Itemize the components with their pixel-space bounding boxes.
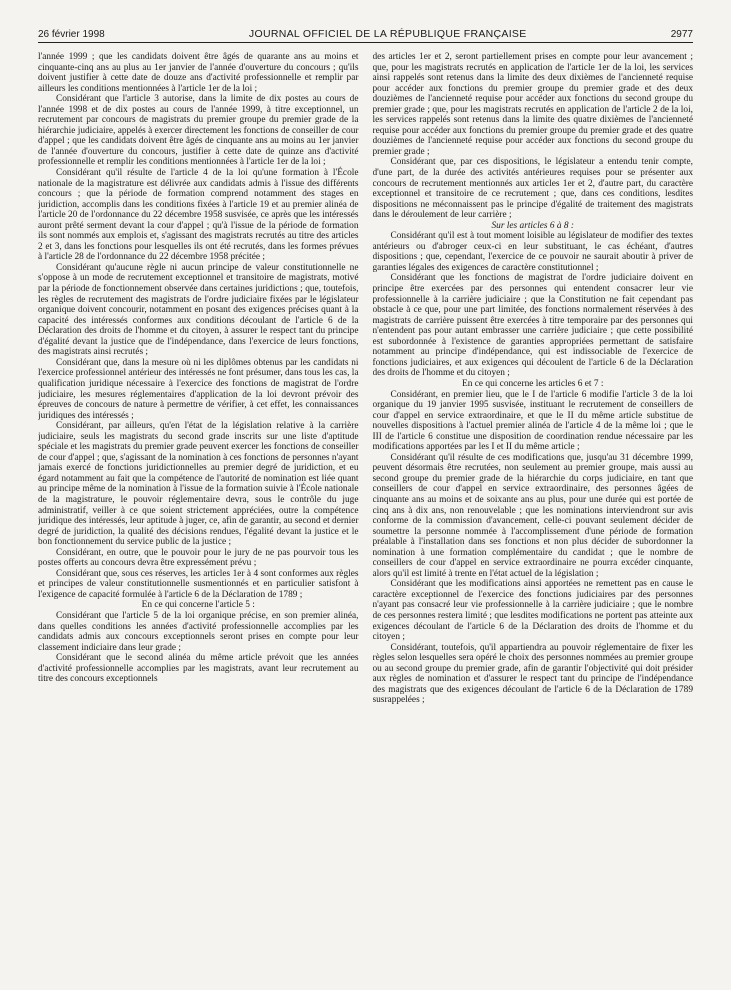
- paragraph: Considérant qu'il est à tout moment loisible au législateur de modifier des textes antérieurs ou d'abroger ceux-ci en leur substituant, le cas échéant, d'autres dispositions ; que, cependant, l'exercice de ce pouvoir ne saurait aboutir à priver de garanties légales des exigences de caractère constitutionnel ;: [372, 231, 693, 273]
- section-heading: En ce qui concerne l'article 5 :: [141, 600, 255, 611]
- page-header: [38, 10, 693, 43]
- paragraph: Considérant que, dans la mesure où ni les diplômes obtenus par les candidats ni l'exercice professionnel antérieur des intéressés ne font présumer, dans tous les cas, la qualification juridique nécessaire à l'exercice des fonctions de magistrat de l'ordre judiciaire, les mesures réglementaires d'application de la loi devront prévoir des épreuves de concours de nature à permettre de vérifier, à cet effet, les connaissances juridiques des intéressés ;: [38, 357, 359, 421]
- paragraph: Considérant qu'il résulte de ces modifications que, jusqu'au 31 décembre 1999, peuvent désormais être recrutées, non seulement au premier groupe, mais aussi au second groupe du premier grade de la hiérarchie du corps judiciaire, en tant que conseillers de cour d'appel en service extraordinaire, des personnes âgées de cinquante ans au moins et de soixante ans au plus, pour une durée qui est portée de cinq ans à dix ans, non renouvelable ; que les nominations interviendront sur avis conforme de la commission d'avancement, celle-ci pouvant seulement décider de soumettre la personne nommée à l'accomplissement d'une période de formation préalable à l'installation dans ses fonctions et non plus décider de subordonner la nomination à une formation complémentaire du candidat ; que le nombre de conseillers de cour d'appel en service extraordinaire ne pourra excéder cinquante, alors qu'il est limité à trente en l'état actuel de la législation ;: [372, 452, 693, 579]
- left-column: [38, 52, 359, 982]
- journal-title: JOURNAL OFFICIEL DE LA RÉPUBLIQUE FRANÇAISE: [248, 28, 527, 40]
- paragraph: Considérant qu'aucune règle ni aucun principe de valeur constitutionnelle ne s'oppose à un mode de recrutement exceptionnel et transitoire de magistrats, motivé par la période de fonctionnement observée dans certaines juridictions ; que, toutefois, les règles de recrutement des magistrats de l'ordre judiciaire fixées par le législateur organique doivent concourir, notamment en posant des exigences précises quant à la capacité des intéressés conformes aux conditions découlant de l'article 6 de la Déclaration des droits de l'homme et du citoyen, à assurer le respect tant du principe d'égalité devant la justice que de l'indépendance, dans l'exercice de leurs fonctions, des magistrats ainsi recrutés ;: [38, 262, 359, 358]
- right-column: [373, 52, 694, 982]
- paragraph: Considérant que l'article 5 de la loi organique précise, en son premier alinéa, dans quelles conditions les années d'activité professionnelle accomplies par les candidats admis aux concours exceptionnels seront prises en compte pour leur classement indiciaire dans leur grade ;: [38, 610, 359, 653]
- issue-date: 26 février 1998: [38, 29, 105, 40]
- paragraph: Considérant qu'il résulte de l'article 4 de la loi qu'une formation à l'École nationale de la magistrature est délivrée aux candidats admis à l'issue des différents concours ; que la période de formation comprend notamment des stages en juridiction, accomplis dans les conditions fixées à l'article 19 et au premier alinéa de l'article 20 de l'ordonnance du 22 décembre 1958 susvisée, ce après que les intéressés auront prêté serment devant la cour d'appel ; qu'à l'issue de la période de formation ils sont nommés aux emplois et, s'agissant des magistrats recrutés au titre des articles 2 et 3, dans les fonctions pour lesquelles ils ont été recrutés, dans les formes prévues à l'article 28 de l'ordonnance du 22 décembre 1958 précitée ;: [38, 168, 359, 263]
- paragraph: l'année 1999 ; que les candidats doivent être âgés de quarante ans au moins et cinquante-cinq ans au plus au 1er janvier de l'année d'ouverture du concours ; qu'ils doivent justifier à cette date de douze ans d'activité professionnelle et remplir par ailleurs les conditions mentionnées à l'article 1er de la loi ;: [38, 52, 359, 94]
- paragraph: Considérant, toutefois, qu'il appartiendra au pouvoir réglementaire de fixer les règles selon lesquelles sera opéré le choix des personnes nommées au premier groupe ou au second groupe du premier grade, afin de garantir l'objectivité qui doit présider aux règles de nomination et d'assurer le respect tant du principe de l'indépendance des magistrats que des exigences découlant de l'article 6 de la Déclaration de 1789 susrappelées ;: [372, 642, 693, 706]
- paragraph: Considérant, par ailleurs, qu'en l'état de la législation relative à la carrière judiciaire, seuls les magistrats du second grade inscrits sur une liste d'aptitude spéciale et les magistrats du premier grade peuvent exercer les fonctions de conseiller de cour d'appel ; que, s'agissant de la nomination à ces fonctions de personnes n'ayant jamais exercé de fonctions juridictionnelles au premier degré de juridiction, et eu égard notamment au fait que la compétence de l'autorité de nomination est liée quant au principe même de la nomination à l'issue de la formation suivie à l'École nationale de la magistrature, le pouvoir réglementaire devra, sous le contrôle du juge administratif, veiller à ce que soient strictement appréciées, outre la compétence juridique des intéressés, leur aptitude à juger, ce, afin de garantir, au second et dernier degré de juridiction, la qualité des décisions rendues, l'égalité devant la justice et le bon fonctionnement du service public de la justice ;: [38, 421, 359, 548]
- paragraph: Considérant que, sous ces réserves, les articles 1er à 4 sont conformes aux règles et principes de valeur constitutionnelle susmentionnés et en particulier satisfont à l'exigence de capacité formulée à l'article 6 de la Déclaration de 1789 ;: [38, 568, 359, 600]
- section-heading: Sur les articles 6 à 8 :: [491, 220, 575, 231]
- text-columns: [38, 52, 693, 982]
- paragraph: Considérant que les fonctions de magistrat de l'ordre judiciaire doivent en principe être exercées par des personnes qui entendent consacrer leur vie professionnelle à la carrière judiciaire ; que la Constitution ne fait cependant pas obstacle à ce que, pour une part limitée, des fonctions normalement réservées à des magistrats de carrière puissent être exercées à titre temporaire par des personnes qui n'entendent pas pour autant embrasser une carrière judiciaire ; que cette possibilité est subordonnée à l'existence de garanties appropriées permettant de satisfaire notamment au principe d'indépendance, qui est indissociable de l'exercice de fonctions judiciaires, et aux exigences qui découlent de l'article 6 de la Déclaration des droits de l'homme et du citoyen ;: [372, 273, 693, 379]
- paragraph: Considérant que les modifications ainsi apportées ne remettent pas en cause le caractère exceptionnel de l'exercice des fonctions judiciaires par des personnes n'ayant pas consacré leur vie professionnelle à la carrière judiciaire ; que le nombre de ces personnes restera limité ; que lesdites modifications ne portent pas atteinte aux exigences découlant de l'article 6 de la Déclaration des droits de l'homme et du citoyen ;: [372, 579, 693, 643]
- paragraph: Considérant, en outre, que le pouvoir pour le jury de ne pas pourvoir tous les postes offerts au concours devra être expressément prévu ;: [38, 547, 359, 569]
- paragraph: Considérant que, par ces dispositions, le législateur a entendu tenir compte, d'une part, de la durée des activités antérieures requises pour se présenter aux concours de recrutement mentionnés aux articles 1er et 2, d'autre part, du caractère exceptionnel et transitoire de ce recrutement ; que, dans ces conditions, lesdites dispositions ne méconnaissent pas le principe d'égalité de traitement des magistrats dans le déroulement de leur carrière ;: [372, 157, 693, 221]
- section-heading: En ce qui concerne les articles 6 et 7 :: [462, 378, 604, 389]
- page-number: 2977: [670, 29, 693, 40]
- paragraph: Considérant que l'article 3 autorise, dans la limite de dix postes au cours de l'année 1998 et de dix postes au cours de l'année 1999, à titre exceptionnel, un recrutement par concours de magistrats du premier groupe du premier grade de la hiérarchie judiciaire, appelés à exercer directement les fonctions de conseiller de cour d'appel ; que les candidats doivent être âgés de cinquante ans au moins au 1er janvier de l'année d'ouverture du concours, justifier à cette date de quinze ans d'activité professionnelle et remplir les conditions mentionnées à l'article 1er de la loi ;: [38, 94, 359, 168]
- paragraph: Considérant que le second alinéa du même article prévoit que les années d'activité professionnelle accomplies par les magistrats, avant leur recrutement au titre des concours exceptionnels: [38, 653, 359, 685]
- paragraph: Considérant, en premier lieu, que le I de l'article 6 modifie l'article 3 de la loi organique du 19 janvier 1995 susvisée, instituant le recrutement de conseillers de cour d'appel en service extraordinaire, et que le II du même article substitue de nouvelles dispositions à l'actuel premier alinéa de l'article 4 de la même loi ; que le III de l'article 6 constitue une disposition de coordination rendue nécessaire par les modifications apportées par les I et II du même article ;: [372, 389, 693, 453]
- paragraph: des articles 1er et 2, seront partiellement prises en compte pour leur avancement ; que, pour les magistrats recrutés en application de l'article 1er de la loi, les services ainsi rappelés sont retenus dans la limite des deux dixièmes de l'ancienneté requise pour accéder aux fonctions du premier groupe du premier grade et des deux douzièmes de l'ancienneté requise pour accéder aux fonctions du second groupe du premier grade ; que, pour les magistrats recrutés en application de l'article 2 de la loi, les services rappelés sont retenus dans la limite des quatre dixièmes de l'ancienneté requise pour accéder aux fonctions du premier groupe du premier grade et des quatre douzièmes de l'ancienneté requise pour accéder aux fonctions du second groupe du premier grade ;: [372, 52, 693, 157]
